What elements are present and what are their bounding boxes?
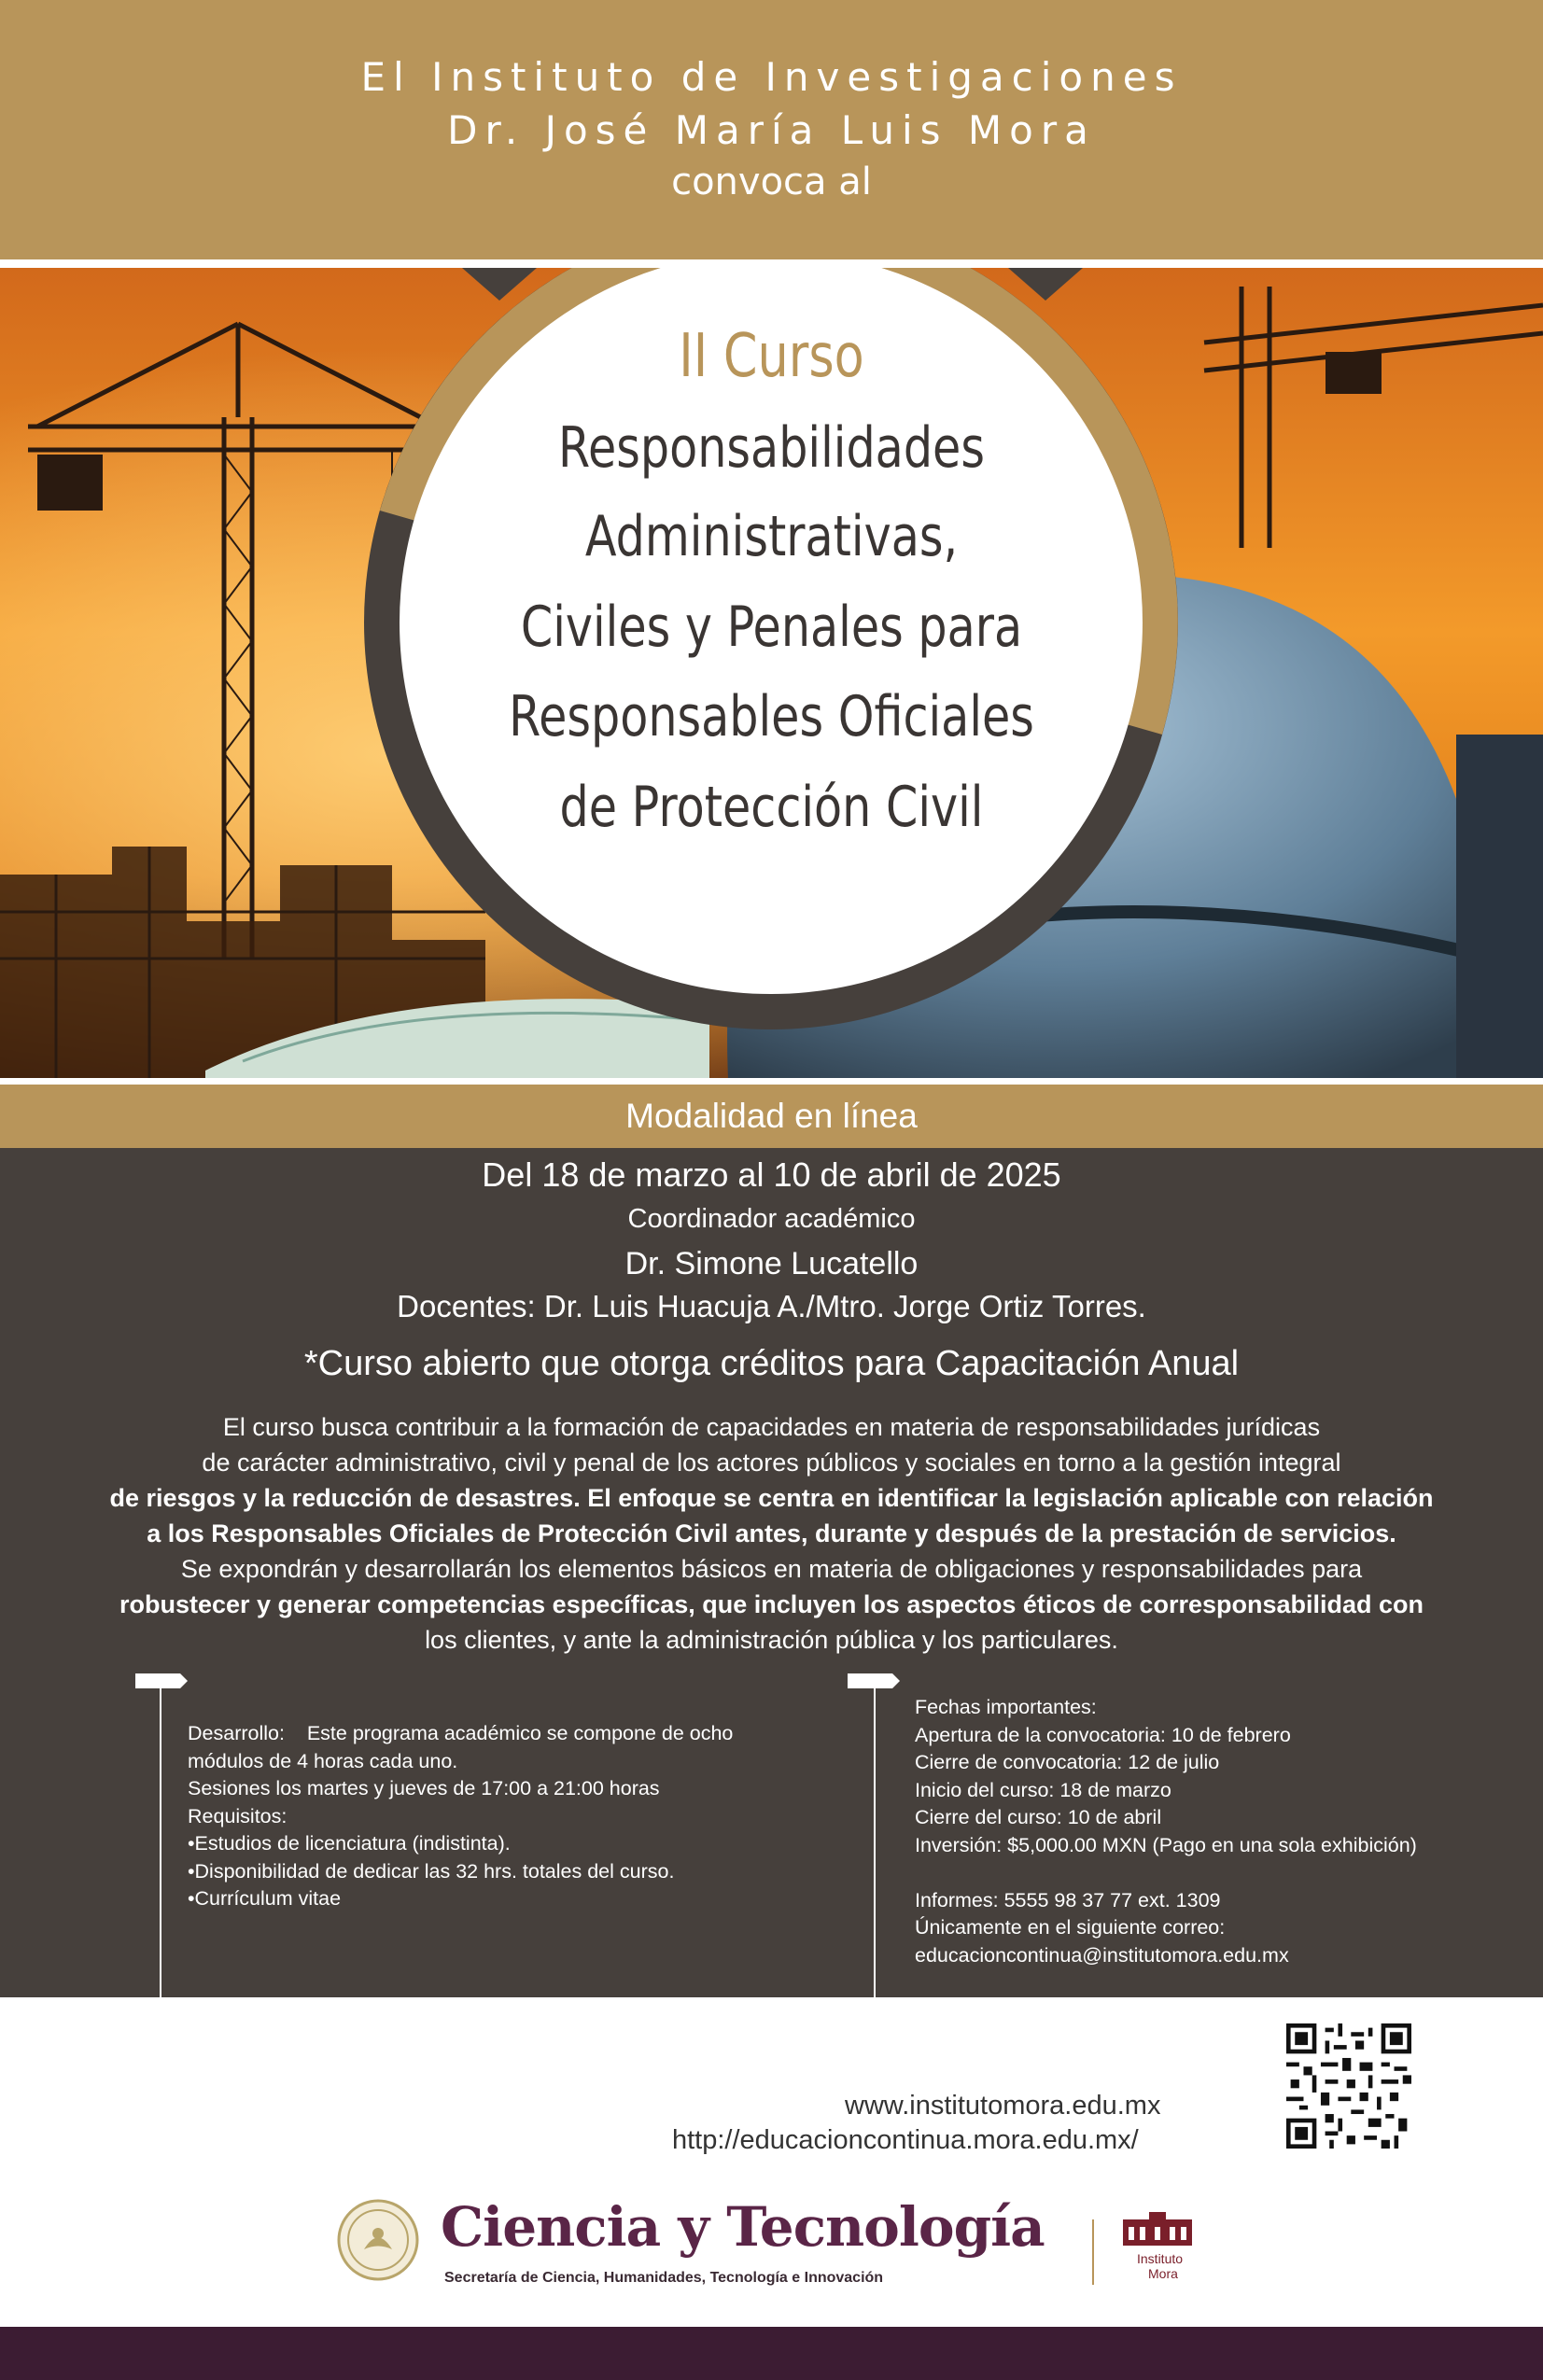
secretaria-subtitle: Secretaría de Ciencia, Humanidades, Tecnología e Innovación (444, 2270, 884, 2286)
left-info-line: Sesiones los martes y jueves de 17:00 a 21:00 horas (188, 1777, 660, 1799)
left-column-info (188, 1720, 733, 1913)
left-info-line: módulos de 4 horas cada uno. (188, 1749, 458, 1772)
teachers: Docentes: Dr. Luis Huacuja A./Mtro. Jorge Ortiz Torres. (397, 1289, 1146, 1323)
modality-band: Modalidad en línea (0, 1085, 1543, 1148)
coordinator-label: Coordinador académico (627, 1204, 916, 1234)
signpost-left-icon (135, 1673, 188, 1688)
description-line: El curso busca contribuir a la formación de capacidades en materia de responsabilidades jurídicas (222, 1413, 1321, 1441)
course-dates: Del 18 de marzo al 10 de abril de 2025 (482, 1155, 1061, 1194)
left-info-line: •Estudios de licenciatura (indistinta). (188, 1832, 511, 1855)
logo-divider (1092, 2219, 1094, 2285)
national-seal-icon (336, 2198, 420, 2282)
right-column-rule (874, 1680, 876, 1997)
ciencia-tecnologia-logo: Ciencia y Tecnología (441, 2195, 1045, 2259)
right-info-line: Apertura de la convocatoria: 10 de febrero (915, 1723, 1291, 1746)
qr-code-icon[interactable] (1286, 2023, 1411, 2149)
course-title-line-2: Administrativas, (584, 504, 959, 569)
course-edition: II Curso (679, 322, 864, 391)
left-info-line: •Disponibilidad de dedicar las 32 hrs. totales del curso. (188, 1859, 675, 1883)
course-title-line-3: Civiles y Penales para (520, 595, 1023, 660)
header-line-name: Dr. José María Luis Mora (447, 107, 1096, 153)
description-line: de riesgos y la reducción de desastres. El enfoque se centra en identificar la legislación aplicable con relación (109, 1484, 1434, 1512)
right-info-spacer (915, 1859, 1417, 1887)
description-line: Se expondrán y desarrollarán los elementos básicos en materia de obligaciones y responsabilidades para (180, 1555, 1363, 1583)
contact-phone: Informes: 5555 98 37 77 ext. 1309 (915, 1888, 1221, 1911)
course-title-line-5: de Protección Civil (559, 775, 984, 840)
coordinator-name: Dr. Simone Lucatello (624, 1246, 919, 1281)
description-line: los clientes, y ante la administración pública y los particulares. (425, 1626, 1118, 1654)
contact-email-link[interactable]: educacioncontinua@institutomora.edu.mx (915, 1943, 1289, 1967)
mora-label-1: Instituto (1137, 2251, 1184, 2266)
right-info-line: Únicamente en el siguiente correo: (915, 1916, 1226, 1939)
left-info-line: Desarrollo: Este programa académico se compone de ocho (188, 1722, 734, 1744)
left-info-line: Requisitos: (188, 1804, 288, 1827)
description-line: de carácter administrativo, civil y penal de los actores públicos y sociales en torno a la gestión integral (202, 1449, 1341, 1477)
course-title-line-1: Responsabilidades (558, 415, 985, 481)
bottom-bar (0, 2327, 1543, 2380)
left-info-line: •Currículum vitae (188, 1887, 342, 1910)
right-info-line: Inversión: $5,000.00 MXN (Pago en una sola exhibición) (915, 1833, 1417, 1856)
right-info-line: Cierre de convocatoria: 12 de julio (915, 1751, 1220, 1773)
left-column-rule (160, 1680, 161, 1997)
course-title-line-4: Responsables Oficiales (509, 684, 1034, 749)
description-line: robustecer y generar competencias específicas, que incluyen los aspectos éticos de corresponsabilidad con (119, 1590, 1424, 1618)
credits-note: *Curso abierto que otorga créditos para Capacitación Anual (303, 1344, 1240, 1383)
right-column-info (915, 1694, 1417, 1969)
website-link-education[interactable]: http://educacioncontinua.mora.edu.mx/ (672, 2125, 1139, 2155)
right-info-line: Cierre del curso: 10 de abril (915, 1806, 1162, 1828)
right-info-line: Fechas importantes: (915, 1696, 1097, 1718)
header-line-convoca: convoca al (671, 161, 872, 203)
description-line: a los Responsables Oficiales de Protección Civil antes, durante y después de la prestación de servicios. (147, 1519, 1396, 1547)
website-link-main[interactable]: www.institutomora.edu.mx (845, 2091, 1161, 2121)
right-info-line: Inicio del curso: 18 de marzo (915, 1778, 1171, 1801)
header-line-institute: El Instituto de Investigaciones (360, 54, 1183, 100)
mora-label-2: Mora (1148, 2266, 1178, 2281)
